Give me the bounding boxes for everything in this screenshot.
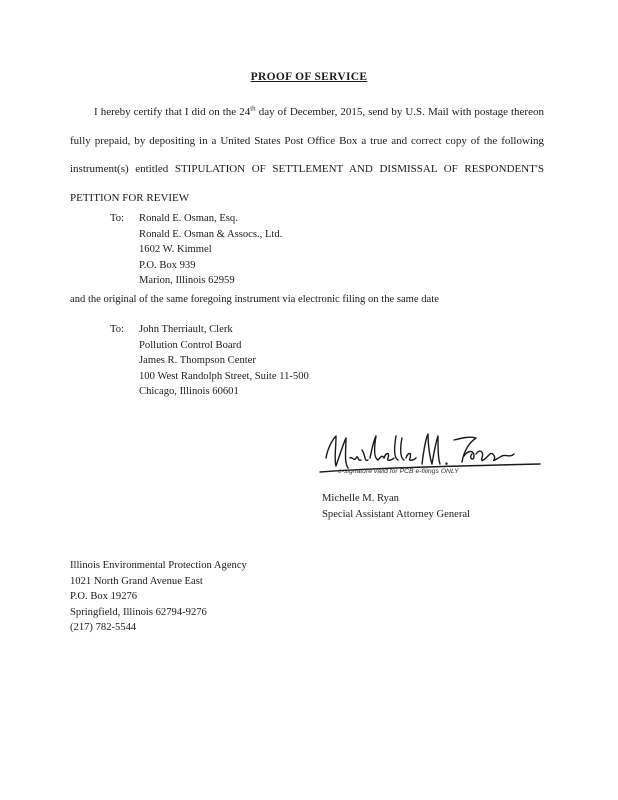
signer-title: Special Assistant Attorney General: [322, 508, 470, 520]
signer-name: Michelle M. Ryan: [322, 493, 399, 504]
recipient-line: John Therriault, Clerk: [139, 324, 233, 335]
agency-line: P.O. Box 19276: [70, 591, 138, 603]
certification-superscript: th: [250, 104, 256, 113]
agency-line: 1021 North Grand Avenue East: [70, 575, 203, 587]
recipient-line: Marion, Illinois 62959: [139, 275, 235, 287]
recipient-line: Pollution Control Board: [139, 339, 242, 351]
recipient-line: P.O. Box 939: [139, 259, 196, 271]
to-label: To:: [110, 213, 124, 224]
to-label: To:: [110, 324, 124, 335]
certification-text-part2: day of December, 2015, send by U.S. Mail with postage thereon fully prepaid, by depositing in a United States Post Office Box a true and correct copy of the following instrument(s) entitled STIPULATION OF SETTLEMENT AND DISMISSAL OF RESPONDENT'S PETITION FOR REVIEW: [70, 106, 544, 204]
agency-line: (217) 782-5544: [70, 622, 137, 634]
handwritten-signature: [314, 428, 544, 488]
recipient-line: James R. Thompson Center: [139, 355, 256, 367]
certification-text-part1: I hereby certify that I did on the 24: [94, 106, 251, 118]
e-signature-note: e-signature valid for PCB e-filings ONLY: [338, 468, 459, 475]
recipient-line: Ronald E. Osman & Assocs., Ltd.: [139, 228, 283, 240]
original-filing-statement: and the original of the same foregoing instrument via electronic filing on the same date: [70, 294, 439, 305]
signer-block: [322, 491, 470, 522]
recipient-line: Ronald E. Osman, Esq.: [139, 213, 238, 224]
recipient-line: Chicago, Illinois 60601: [139, 386, 239, 398]
certification-paragraph: [70, 98, 544, 212]
agency-address-block: [70, 558, 247, 636]
agency-line: Springfield, Illinois 62794-9276: [70, 606, 207, 618]
recipient-address-1: [139, 211, 282, 289]
recipient-line: 1602 W. Kimmel: [139, 244, 212, 256]
recipient-address-2: [139, 322, 309, 400]
document-title: PROOF OF SERVICE: [250, 71, 368, 83]
recipient-line: 100 West Randolph Street, Suite 11-500: [139, 370, 309, 382]
agency-line: Illinois Environmental Protection Agency: [70, 560, 247, 571]
